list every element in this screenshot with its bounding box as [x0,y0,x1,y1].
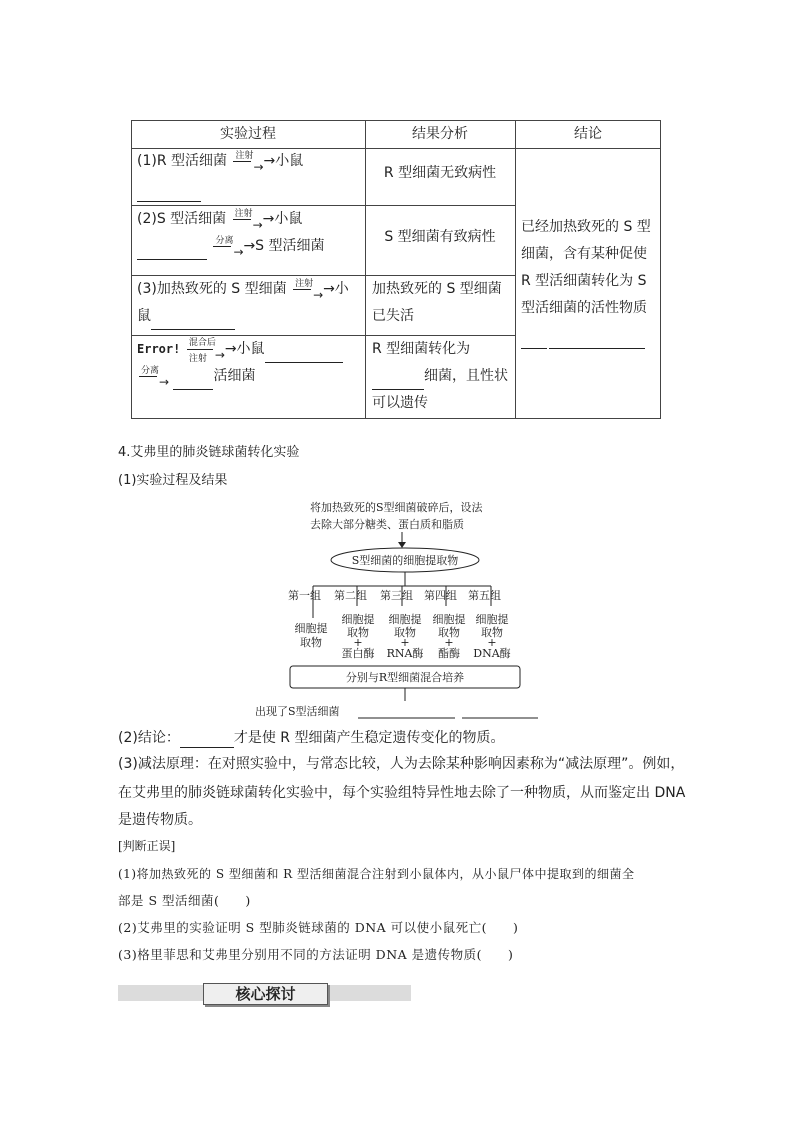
answer-blank [137,185,201,202]
judge-q3: (3)格里菲思和艾弗里分别用不同的方法证明 DNA 是遗传物质( ) [118,947,514,962]
experiment-table [131,120,661,419]
judge-q1-line1: (1)将加热致死的 S 型细菌和 R 型活细菌混合注射到小鼠体内，从小鼠尸体中提取到的细菌全 [118,867,635,881]
row4-process: Error! 混合后 → 注射 →小鼠 分离 → 活细菌 [137,336,343,390]
conclusion-2: (2)结论： 才是使 R 型细菌产生稳定遗传变化的物质。 [118,730,505,746]
row2-process: (2)S 型活细菌 注射 → →小鼠 分离 → →S 型活细菌 [137,209,325,259]
diagram-top-line2: 去除大部分糖类、蛋白质和脂质 [310,518,464,531]
conclusion-text: 已经加热致死的 S 型 细菌，含有某种促使 R 型活细菌转化为 S 型活细菌的活性物质 [521,214,659,349]
mix-box-label: 分别与R型细菌混合培养 [345,671,465,684]
answer-blank [180,731,234,748]
answer-blank [372,373,424,390]
row1-result: R 型细菌无致病性 [383,165,497,181]
group-4-label: 第四组 [424,589,457,602]
answer-blank [173,373,213,390]
group-4-plus: + [444,636,454,649]
enzyme-esterase: 酯酶 [438,647,460,660]
row4-result: R 型细菌转化为 细菌，且性状 可以遗传 [372,341,508,411]
subsection-process: (1)实验过程及结果 [118,473,228,488]
enzyme-protease: 蛋白酶 [341,647,375,660]
answer-blank [151,313,235,330]
answer-blank [137,243,207,260]
arrow-icon: 分离 → [141,366,170,389]
group-3-extract-line1: 细胞提 [388,613,422,626]
subtraction-line1: (3)减法原理：在对照实验中，与常态比较，人为去除某种影响因素称为“减法原理”。例如， [118,756,685,772]
subtraction-line3: 是遗传物质。 [118,812,202,828]
group-3-label: 第三组 [380,589,413,602]
group-2-extract-line2: 取物 [347,626,369,639]
enzyme-dnase: DNA酶 [473,647,511,660]
group-1-label: 第一组 [288,589,321,602]
section-banner-label: 核心探讨 [203,983,328,1005]
section-title: 4.艾弗里的肺炎链球菌转化实验 [118,445,300,460]
row3-process: (3)加热致死的 S 型细菌 注射 → →小 鼠 [137,276,349,330]
enzyme-rnase: RNA酶 [386,647,424,660]
group-5-plus: + [487,636,497,649]
group-3-plus: + [400,636,410,649]
result-label: 出现了S型活细菌 [255,705,340,718]
judge-q2: (2)艾弗里的实验证明 S 型肺炎链球菌的 DNA 可以使小鼠死亡( ) [118,920,519,935]
group-1-extract-line1: 细胞提 [294,622,328,635]
group-5-extract-line2: 取物 [481,626,503,639]
group-1-extract-line2: 取物 [300,636,322,649]
arrow-icon: 注射 → [295,279,324,302]
group-2-plus: + [353,636,363,649]
subtraction-line2: 在艾弗里的肺炎链球菌转化实验中，每个实验组特异性地去除了一种物质，从而鉴定出 DNA [118,785,686,801]
row1-process: (1)R 型活细菌 注射 → →小鼠 [137,148,303,202]
group-4-extract-line1: 细胞提 [432,613,466,626]
group-5-label: 第五组 [468,589,501,602]
header-process: 实验过程 [220,126,276,142]
row3-result: 加热致死的 S 型细菌 已失活 [372,281,502,324]
group-5-extract-line1: 细胞提 [475,613,509,626]
arrow-icon: 注射 → [235,151,264,174]
diagram-top-line1: 将加热致死的S型细菌破碎后，设法 [310,501,483,514]
row2-result: S 型细菌有致病性 [384,229,496,245]
answer-blank [549,332,645,349]
answer-blank [521,332,547,349]
avery-experiment-diagram [255,496,550,722]
extract-ellipse-label: S型细菌的细胞提取物 [351,554,459,567]
judge-q1-line2: 部是 S 型活细菌( ) [118,893,251,908]
error-text: Error! [137,342,181,356]
group-2-extract-line1: 细胞提 [341,613,375,626]
answer-blank [265,346,343,363]
arrow-icon: 混合后 → 注射 [188,338,225,364]
arrow-icon: 注射 → [234,209,263,232]
header-conclusion: 结论 [574,126,602,142]
header-analysis: 结果分析 [412,126,468,142]
group-2-label: 第二组 [334,589,367,602]
arrow-icon: 分离 → [215,236,244,259]
judge-title: [判断正误] [118,839,176,853]
group-4-extract-line2: 取物 [438,626,460,639]
group-3-extract-line2: 取物 [394,626,416,639]
